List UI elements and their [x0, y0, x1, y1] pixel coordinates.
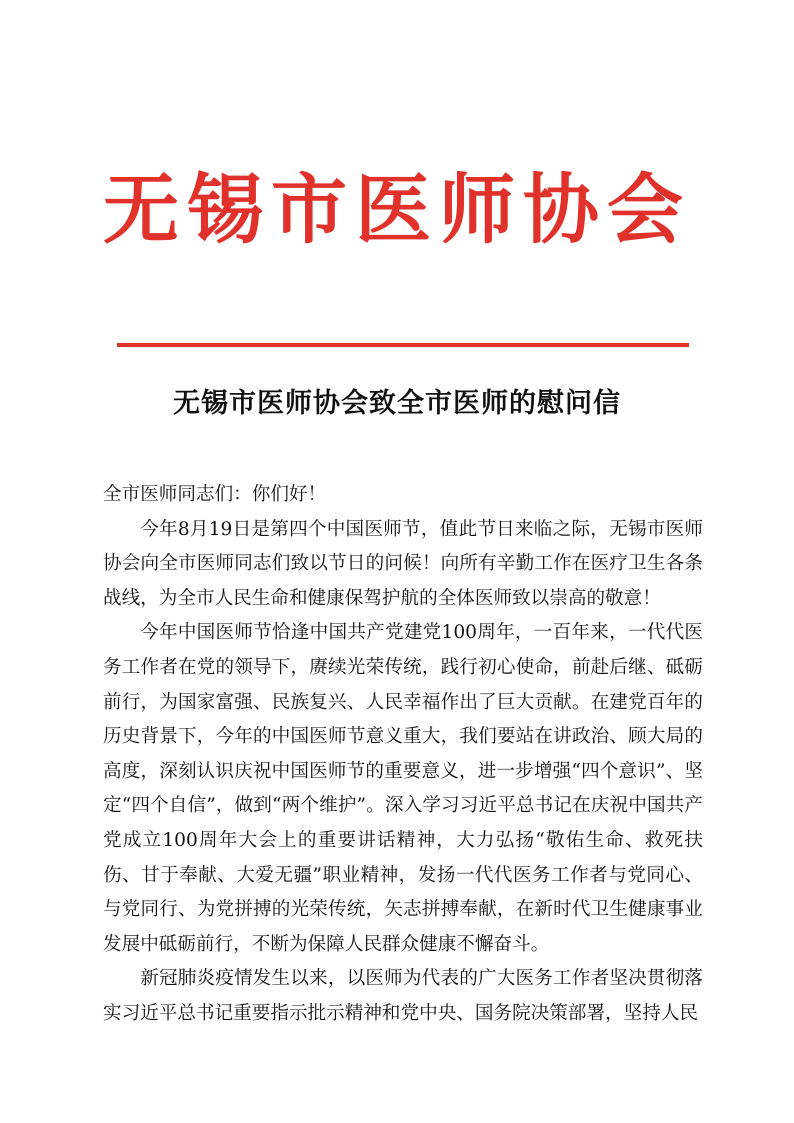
paragraph-3: 新冠肺炎疫情发生以来，以医师为代表的广大医务工作者坚决贯彻落实习近平总书记重要指示批示精神和党中央、国务院决策部署，坚持人民 [103, 968, 703, 1024]
paragraph-2: 今年中国医师节恰逢中国共产党建党100周年，一百年来，一代代医务工作者在党的领导下，赓续光荣传统，践行初心使命，前赴后继、砥砺前行，为国家富强、民族复兴、人民幸福作出了巨大贡献。在建党百年的历史背景下，今年的中国医师节意义重大，我们要站在讲政治、顾大局的高度，深刻认识庆祝中国医师节的重要意义，进一步增强“四个意识”、坚定“四个自信”，做到“两个维护”。深入学习习近平总书记在庆祝中国共产党成立100周年大会上的重要讲话精神，大力弘扬“敬佑生命、救死扶伤、甘于奉献、大爱无疆”职业精神，发扬一代代医务工作者与党同心、与党同行、为党拼搏的光荣传统，矢志拼搏奉献，在新时代卫生健康事业发展中砥砺前行，不断为保障人民群众健康不懈奋斗。 [103, 622, 703, 955]
letter-body [103, 478, 703, 1032]
document-title: 无锡市医师协会致全市医师的慰问信 [173, 388, 621, 419]
paragraph-1: 今年8月19日是第四个中国医师节，值此节日来临之际，无锡市医师协会向全市医师同志们致以节日的问候！向所有辛勤工作在医疗卫生各条战线，为全市人民生命和健康保驾护航的全体医师致以崇高的敬意！ [103, 518, 703, 609]
red-divider-line [117, 343, 689, 347]
salutation: 全市医师同志们：你们好！ [103, 484, 327, 505]
masthead-title: 无锡市医师协会 [103, 165, 691, 254]
